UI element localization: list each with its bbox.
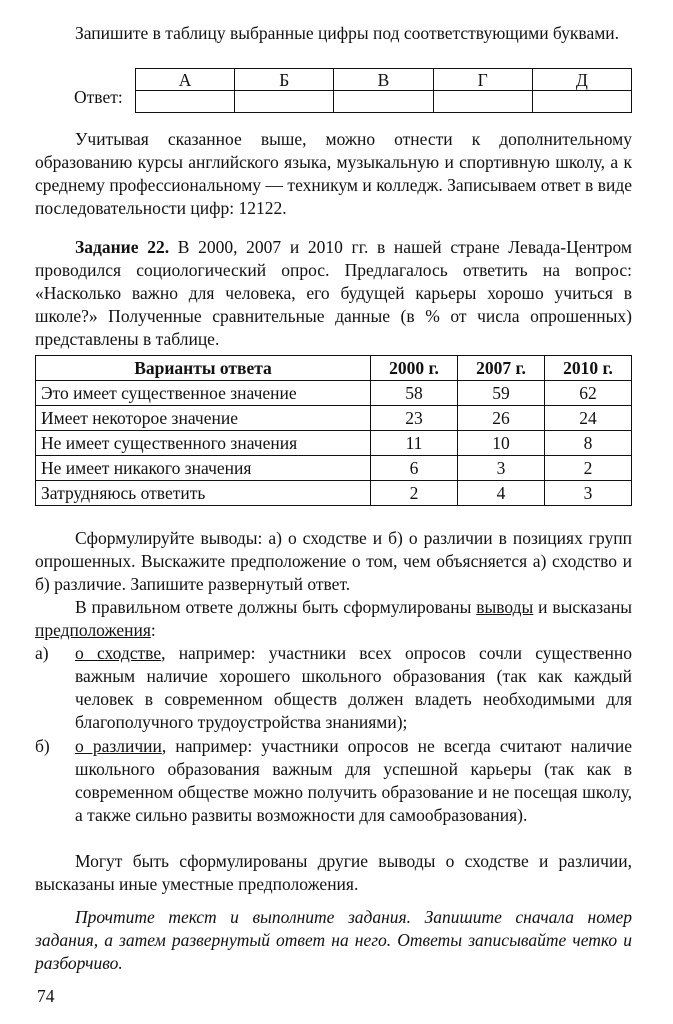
answer-cell[interactable] [532,91,631,113]
letter-cell: Г [433,69,532,91]
table-row [36,406,632,431]
list-marker: а) [35,643,49,663]
percent-cell: 62 [545,381,632,406]
answer-letters-row [136,69,632,91]
percent-cell: 4 [458,481,545,506]
answer-values-row [136,91,632,113]
answer-option-cell: Это имеет существенное значение [36,381,371,406]
item-text: , например: участники всех опросов сочли существенно важным наличие хорошего школьного образования (так как каждый человек в современном обществ должен владеть необходимыми для благополучного трудоустройства знаниями); [75,643,632,732]
list-item-difference [35,735,632,827]
task-22-paragraph [35,236,632,351]
list-marker: б) [35,736,50,756]
item-heading: о различии [75,736,162,756]
intro-text: Запишите в таблицу выбранные цифры под соответствующими буквами. [75,23,620,43]
column-header: 2007 г. [458,356,545,381]
answer-cell[interactable] [334,91,433,113]
answer-option-cell: Не имеет существенного значения [36,431,371,456]
list-item-similarity [35,642,632,734]
criteria-text: : [150,620,156,640]
percent-cell: 3 [545,481,632,506]
item-text: , например: участники опросов не всегда считают наличие школьного образования важным для успешной карьеры (так как в современном обществе можно получить образование и не посещая школу, а также сильно развиты возможности для самообразования). [75,736,632,825]
column-header: Варианты ответа [36,356,371,381]
percent-cell: 59 [458,381,545,406]
page-number: 74 [37,986,55,1006]
letter-cell: Д [532,69,631,91]
answer-option-cell: Имеет некоторое значение [36,406,371,431]
criteria-underlined: выводы [476,597,534,617]
instruction-paragraph: Прочтите текст и выполните задания. Запишите сначала номер задания, а затем развернутый ответ на него. Ответы записывайте четко и разборчиво. [35,907,632,973]
criteria-text: В правильном ответе должны быть сформулированы [75,597,477,617]
percent-cell: 24 [545,406,632,431]
letter-cell: А [136,69,235,91]
percent-cell: 6 [371,456,458,481]
task-22-title: Задание 22. [75,237,170,257]
letter-cell: Б [235,69,334,91]
criteria-underlined: предположения [35,620,151,640]
other-conclusions-paragraph: Могут быть сформулированы другие выводы о сходстве и различии, высказаны иные уместные предположения. [35,851,632,894]
answer-cell[interactable] [433,91,532,113]
percent-cell: 23 [371,406,458,431]
table-row [36,431,632,456]
answer-cell[interactable] [235,91,334,113]
table-row [36,456,632,481]
column-header: 2000 г. [371,356,458,381]
criteria-paragraph [35,596,632,642]
percent-cell: 11 [371,431,458,456]
table-header-row [36,356,632,381]
percent-cell: 8 [545,431,632,456]
percent-cell: 26 [458,406,545,431]
item-heading: о сходстве [75,643,162,663]
answer-option-cell: Затрудняюсь ответить [36,481,371,506]
percent-cell: 10 [458,431,545,456]
answer-cell[interactable] [136,91,235,113]
question-paragraph: Сформулируйте выводы: а) о сходстве и б) о различии в позициях групп опрошенных. Выскажите предположение о том, чем объясняется а) сходство и б) различие. Запишите развернутый ответ. [35,528,632,594]
table-row [36,481,632,506]
explanation-paragraph: Учитывая сказанное выше, можно отнести к дополнительному образованию курсы английского языка, музыкальную и спортивную школу, а к среднему профессиональному — техникум и колледж. Записываем ответ в виде последовательности цифр: 12122. [35,129,632,218]
percent-cell: 3 [458,456,545,481]
survey-table [35,355,632,506]
letter-cell: В [334,69,433,91]
answer-table [135,68,632,113]
answer-option-cell: Не имеет никакого значения [36,456,371,481]
criteria-text: и высказаны [533,597,632,617]
percent-cell: 58 [371,381,458,406]
table-row [36,381,632,406]
percent-cell: 2 [371,481,458,506]
answer-label: Ответ: [74,87,123,107]
column-header: 2010 г. [545,356,632,381]
percent-cell: 2 [545,456,632,481]
task-22-text: В 2000, 2007 и 2010 гг. в нашей стране Левада-Центром проводился социологический опрос. Предлагалось ответить на вопрос: «Насколько важно для человека, его будущей карьеры хорошо учиться в школе?» Полученные сравнительные данные (в % от числа опрошенных) представлены в таблице. [35,237,632,349]
